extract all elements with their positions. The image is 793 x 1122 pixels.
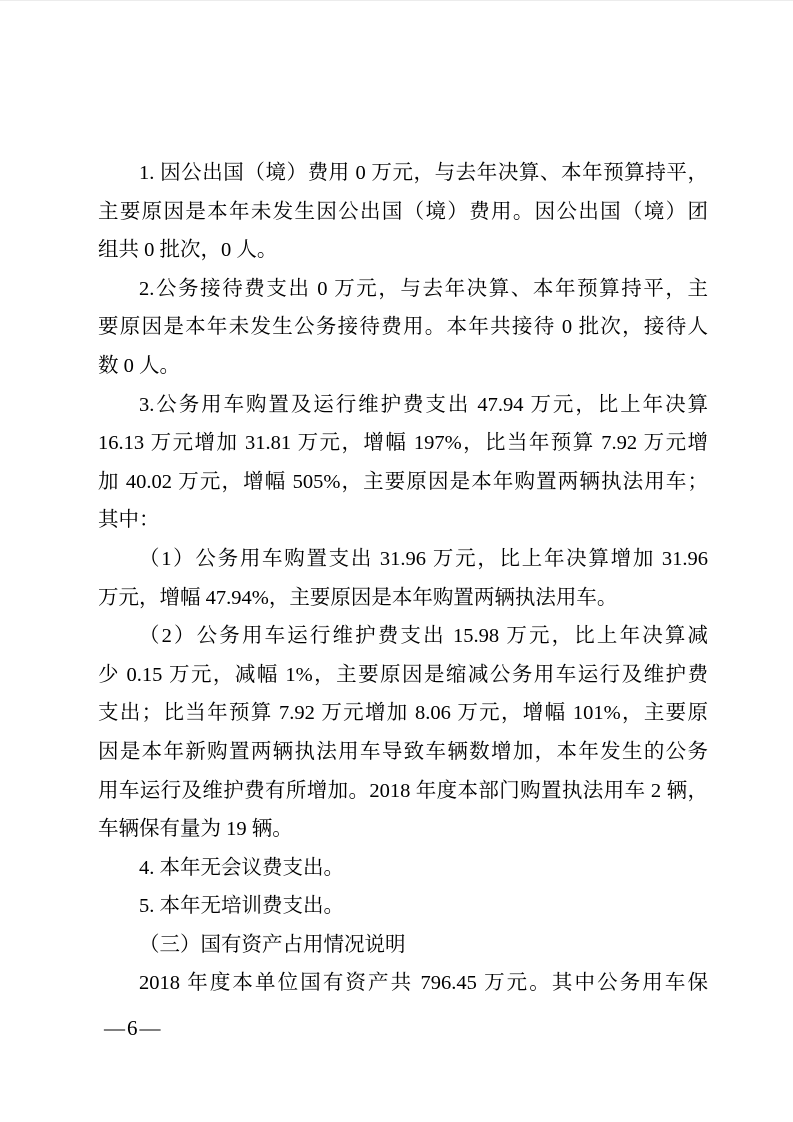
text-line: 4. 本年无会议费支出。 <box>139 856 344 879</box>
text-line: 16.13 万元增加 31.81 万元，增幅 197%，比当年预算 7.92 万元增 <box>98 432 708 455</box>
text-line: 要原因是本年未发生公务接待费用。本年共接待 0 批次，接待人 <box>98 316 708 339</box>
text-line: （三）国有资产占用情况说明 <box>139 933 406 956</box>
text-line: 数 0 人。 <box>98 354 180 377</box>
text-line: （1）公务用车购置支出 31.96 万元，比上年决算增加 31.96 <box>139 547 708 570</box>
text-line: 2018 年度本单位国有资产共 796.45 万元。其中公务用车保 <box>139 972 708 995</box>
text-line: 主要原因是本年未发生因公出国（境）费用。因公出国（境）团 <box>98 200 708 223</box>
text-line: 其中： <box>98 509 160 532</box>
text-line: （2）公务用车运行维护费支出 15.98 万元，比上年决算减 <box>139 625 708 648</box>
text-line: 组共 0 批次，0 人。 <box>98 239 278 262</box>
text-line: 5. 本年无培训费支出。 <box>139 895 344 918</box>
text-line: 2.公务接待费支出 0 万元，与去年决算、本年预算持平，主 <box>139 277 708 300</box>
text-line: 3.公务用车购置及运行维护费支出 47.94 万元，比上年决算 <box>139 393 708 416</box>
text-line: 支出；比当年预算 7.92 万元增加 8.06 万元，增幅 101%，主要原 <box>98 702 708 725</box>
text-line: 用车运行及维护费有所增加。2018 年度本部门购置执法用车 2 辆， <box>98 779 708 802</box>
body-text <box>98 154 708 1003</box>
text-line: 万元，增幅 47.94%，主要原因是本年购置两辆执法用车。 <box>98 586 618 609</box>
text-line: 车辆保有量为 19 辆。 <box>98 818 293 841</box>
text-line: 少 0.15 万元，减幅 1%，主要原因是缩减公务用车运行及维护费 <box>98 663 708 686</box>
text-line: 1. 因公出国（境）费用 0 万元，与去年决算、本年预算持平， <box>139 162 708 184</box>
text-line: 加 40.02 万元，增幅 505%，主要原因是本年购置两辆执法用车； <box>98 470 708 493</box>
text-line: 因是本年新购置两辆执法用车导致车辆数增加，本年发生的公务 <box>98 740 708 763</box>
page-number: —6— <box>104 1016 163 1040</box>
